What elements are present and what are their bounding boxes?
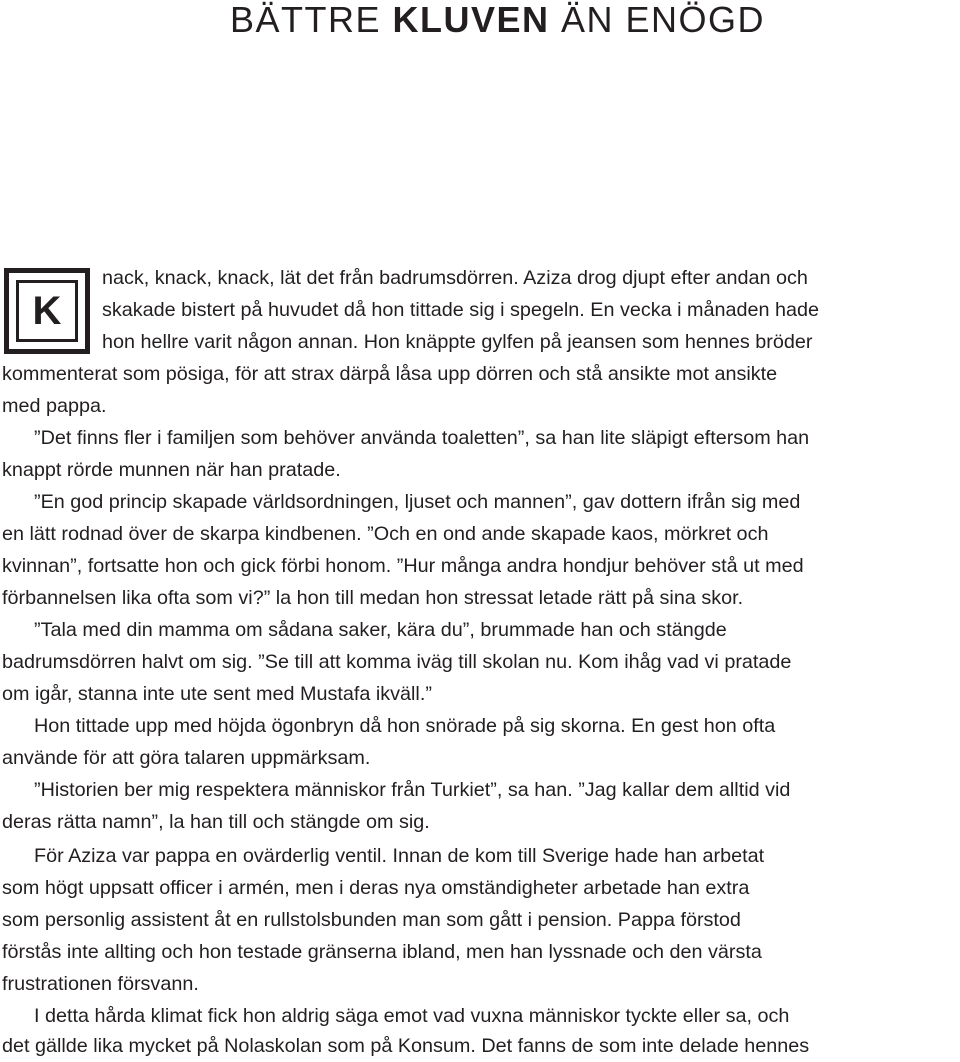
text-line: nack, knack, knack, lät det från badrumsdörren. Aziza drog djupt efter andan och [102, 267, 808, 289]
text-line: kvinnan”, fortsatte hon och gick förbi honom. ”Hur många andra hondjur behöver stå ut med [2, 555, 804, 577]
text-line: hon hellre varit någon annan. Hon knäppte gylfen på jeansen som hennes bröder [102, 331, 813, 353]
text-line: förstås inte allting och hon testade gränserna ibland, men han lyssnade och den värsta [2, 941, 762, 963]
drop-cap-frame [4, 268, 90, 354]
text-line: deras rätta namn”, la han till och stängde om sig. [2, 811, 430, 833]
text-line: det gällde lika mycket på Nolaskolan som på Konsum. Det fanns de som inte delade hennes [2, 1035, 810, 1057]
text-line: I detta hårda klimat fick hon aldrig säga emot vad vuxna människor tyckte eller sa, och [34, 1005, 790, 1027]
text-line: Hon tittade upp med höjda ögonbryn då hon snörade på sig skorna. En gest hon ofta [34, 715, 776, 737]
text-line: kommenterat som pösiga, för att strax därpå låsa upp dörren och stå ansikte mot ansikte [2, 363, 778, 385]
text-line: För Aziza var pappa en ovärderlig ventil. Innan de kom till Sverige hade han arbetat [34, 845, 765, 867]
text-line: skakade bistert på huvudet då hon tittade sig i spegeln. En vecka i månaden hade [102, 299, 820, 321]
text-line: en lätt rodnad över de skarpa kindbenen. ”Och en ond ande skapade kaos, mörkret och [2, 523, 769, 545]
text-line: ”En god princip skapade världsordningen, ljuset och mannen”, gav dottern ifrån sig med [34, 491, 801, 513]
chapter-title [230, 0, 765, 40]
chapter-title-part-2: ÄN ENÖGD [549, 0, 766, 40]
text-line: som högt uppsatt officer i armén, men i deras nya omständigheter arbetade han extra [2, 877, 750, 899]
text-line: som personlig assistent åt en rullstolsbunden man som gått i pension. Pappa förstod [2, 909, 741, 931]
text-line: ”Tala med din mamma om sådana saker, kära du”, brummade han och stängde [34, 619, 727, 641]
text-line: ”Det finns fler i familjen som behöver använda toaletten”, sa han lite släpigt eftersom han [34, 427, 810, 449]
text-line: använde för att göra talaren uppmärksam. [2, 747, 371, 769]
chapter-title-bold-word: KLUVEN [392, 0, 550, 40]
chapter-title-part-1: BÄTTRE [230, 0, 393, 40]
text-line: ”Historien ber mig respektera människor från Turkiet”, sa han. ”Jag kallar dem alltid vid [34, 779, 791, 801]
text-line: frustrationen försvann. [2, 973, 199, 995]
text-line: badrumsdörren halvt om sig. ”Se till att komma iväg till skolan nu. Kom ihåg vad vi pratade [2, 651, 792, 673]
text-line: förbannelsen lika ofta som vi?” la hon till medan hon stressat letade rätt på sina skor. [2, 587, 744, 609]
text-line: om igår, stanna inte ute sent med Mustafa ikväll.” [2, 683, 432, 705]
text-line: knappt rörde munnen när han pratade. [2, 459, 341, 481]
drop-cap-letter: K [16, 280, 78, 342]
text-line: med pappa. [2, 395, 107, 417]
